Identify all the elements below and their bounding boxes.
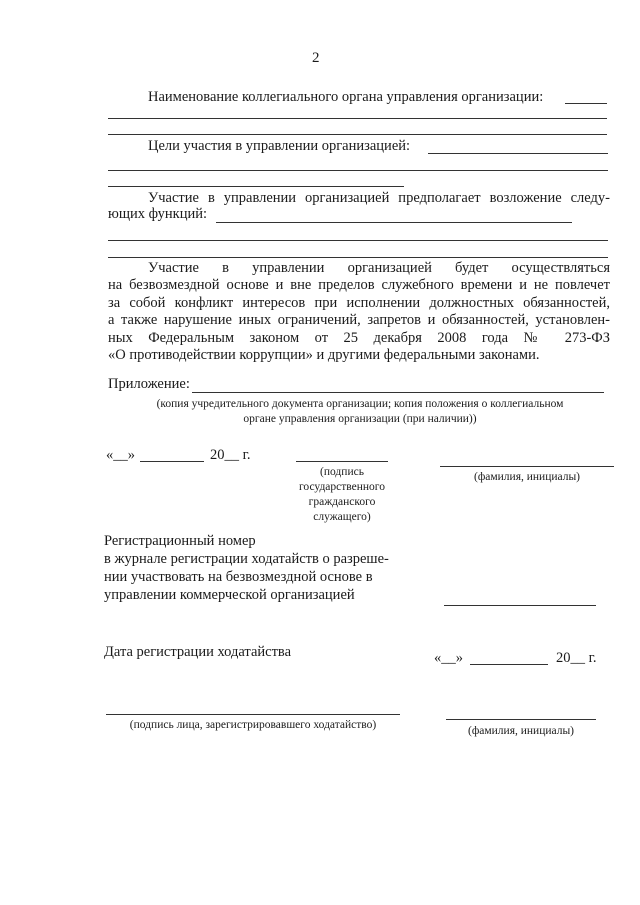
applicant-name-blank[interactable] bbox=[440, 466, 614, 467]
applicant-signature-blank[interactable] bbox=[296, 461, 388, 462]
participation-line-1: Участие в управлении организацией будет осуществляться bbox=[148, 260, 610, 276]
page-number: 2 bbox=[312, 50, 320, 66]
registrar-name-hint: (фамилия, инициалы) bbox=[467, 725, 575, 737]
participation-line-4: а также нарушение иных ограничений, запретов и обязанностей, установлен- bbox=[108, 312, 610, 328]
org-body-blank-2[interactable] bbox=[108, 118, 607, 119]
functions-blank-1[interactable] bbox=[216, 222, 572, 223]
applicant-date-year: 20__ г. bbox=[210, 447, 251, 463]
functions-line-1: Участие в управлении организацией предполагает возложение следу- bbox=[148, 190, 610, 206]
org-body-blank-3[interactable] bbox=[108, 134, 607, 135]
registration-date-year: 20__ г. bbox=[556, 650, 597, 666]
goals-label: Цели участия в управлении организацией: bbox=[148, 138, 411, 154]
applicant-signature-hint-1: (подпись bbox=[320, 466, 364, 478]
goals-blank-2[interactable] bbox=[108, 170, 608, 171]
registration-line-4: управлении коммерческой организацией bbox=[104, 587, 355, 603]
applicant-signature-hint-4: служащего) bbox=[313, 511, 371, 523]
registrar-name-blank[interactable] bbox=[446, 719, 596, 720]
applicant-name-hint: (фамилия, инициалы) bbox=[473, 471, 581, 483]
participation-line-5: ных Федеральным законом от 25 декабря 2008 года № 273-ФЗ bbox=[108, 330, 610, 346]
registration-number-blank[interactable] bbox=[444, 605, 596, 606]
attachment-label: Приложение: bbox=[108, 376, 190, 392]
participation-line-6: «О противодействии коррупции» и другими федеральными законами. bbox=[108, 347, 540, 363]
registration-line-2: в журнале регистрации ходатайств о разреше- bbox=[104, 551, 389, 567]
applicant-date-day: «__» bbox=[106, 447, 135, 463]
applicant-date-month-blank[interactable] bbox=[140, 461, 204, 462]
attachment-hint-1: (копия учредительного документа организации; копия положения о коллегиальном bbox=[156, 398, 564, 410]
registration-line-3: нии участвовать на безвозмездной основе в bbox=[104, 569, 373, 585]
participation-line-3: за собой конфликт интересов при исполнении должностных обязанностей, bbox=[108, 295, 610, 311]
registration-date-month-blank[interactable] bbox=[470, 664, 548, 665]
registration-date-label: Дата регистрации ходатайства bbox=[104, 644, 291, 660]
goals-blank-3[interactable] bbox=[108, 186, 404, 187]
goals-blank-1[interactable] bbox=[428, 153, 608, 154]
attachment-hint-2: органе управления организации (при наличии)) bbox=[243, 413, 477, 425]
org-body-blank-1[interactable] bbox=[565, 103, 607, 104]
registration-line-1: Регистрационный номер bbox=[104, 533, 256, 549]
attachment-blank[interactable] bbox=[192, 392, 604, 393]
functions-blank-3[interactable] bbox=[108, 257, 608, 258]
registrar-signature-hint: (подпись лица, зарегистрировавшего ходатайство) bbox=[129, 719, 377, 731]
functions-line-2: ющих функций: bbox=[108, 206, 208, 222]
org-body-label: Наименование коллегиального органа управления организации: bbox=[148, 89, 544, 105]
participation-line-2: на безвозмездной основе и вне пределов служебного времени и не повлечет bbox=[108, 277, 610, 293]
applicant-signature-hint-2: государственного bbox=[299, 481, 385, 493]
applicant-signature-hint-3: гражданского bbox=[308, 496, 376, 508]
functions-blank-2[interactable] bbox=[108, 240, 608, 241]
registrar-signature-blank[interactable] bbox=[106, 714, 400, 715]
registration-date-day: «__» bbox=[434, 650, 463, 666]
